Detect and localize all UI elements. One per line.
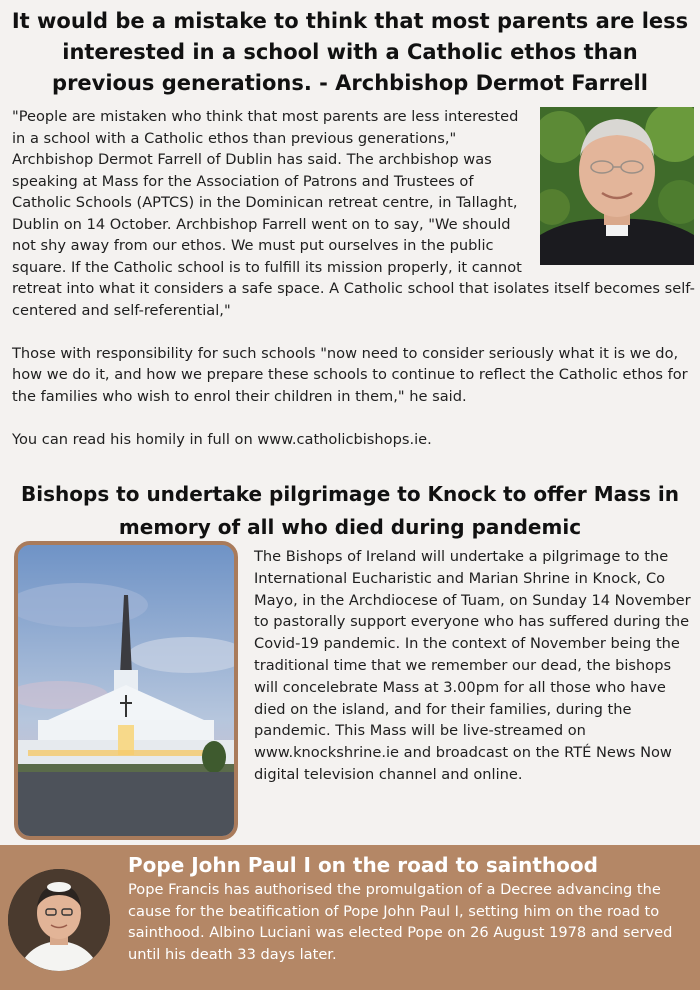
pope-john-paul-i-photo: [8, 869, 110, 971]
article2-body: The Bishops of Ireland will undertake a pilgrimage to the International Eucharistic and Marian Shrine in Knock, Co Mayo, in the Archdiocese of Tuam, on Sunday 14 November to pastorally support everyone who has suffered during the Covid-19 pandemic. In the context of November being the traditional time that we remember our dead, the bishops will concelebrate Mass at 3.00pm for all those who have died on the island, and for their families, during the pandemic. This Mass will be live-streamed on www.knockshrine.ie and broadcast on the RTÉ News Now digital television channel and online.: [254, 548, 691, 783]
article3-headline: Pope John Paul I on the road to sainthood: [128, 853, 598, 877]
article1-paragraph-3: You can read his homily in full on www.catholicbishops.ie.: [12, 430, 432, 448]
archbishop-photo: [540, 107, 694, 265]
article1-paragraph-2: Those with responsibility for such schools "now need to consider seriously what it is we do, how we do it, and how we prepare these schools to continue to reflect the Catholic ethos for the families who wish to enrol their children in them," he said.: [12, 344, 688, 405]
sainthood-band: [0, 845, 700, 990]
knock-basilica-image: [18, 545, 234, 836]
article2-headline: Bishops to undertake pilgrimage to Knock to offer Mass in memory of all who died during pandemic: [21, 482, 679, 539]
pope-portrait-image: [8, 869, 110, 971]
article1-paragraph-1: "People are mistaken who think that most parents are less interested in a school with a Catholic ethos than previous generations," Archbishop Dermot Farrell of Dublin has said. The archbishop was speaking at Mass for the Association of Patrons and Trustees of Catholic Schools (APTCS) in the Dominican retreat centre, in Tallaght, Dublin on 14 October. Archbishop Farrell went on to say, "We should not shy away from our ethos. We must put ourselves in the public square. If the Catholic school is to fulfill its mission properly, it cannot retreat into what it considers a safe space. A Catholic school that isolates itself becomes self-centered and self-referential,": [12, 108, 695, 319]
article1-headline: It would be a mistake to think that most parents are less interested in a school with a Catholic ethos than previous generations. - Archbishop Dermot Farrell: [11, 9, 689, 95]
archbishop-portrait-image: [540, 107, 694, 265]
knock-shrine-photo: [14, 541, 238, 840]
article3-body: Pope Francis has authorised the promulgation of a Decree advancing the cause for the beatification of Pope John Paul I, setting him on the road to sainthood. Albino Luciani was elected Pope on 26 August 1978 and served until his death 33 days later.: [128, 881, 673, 963]
